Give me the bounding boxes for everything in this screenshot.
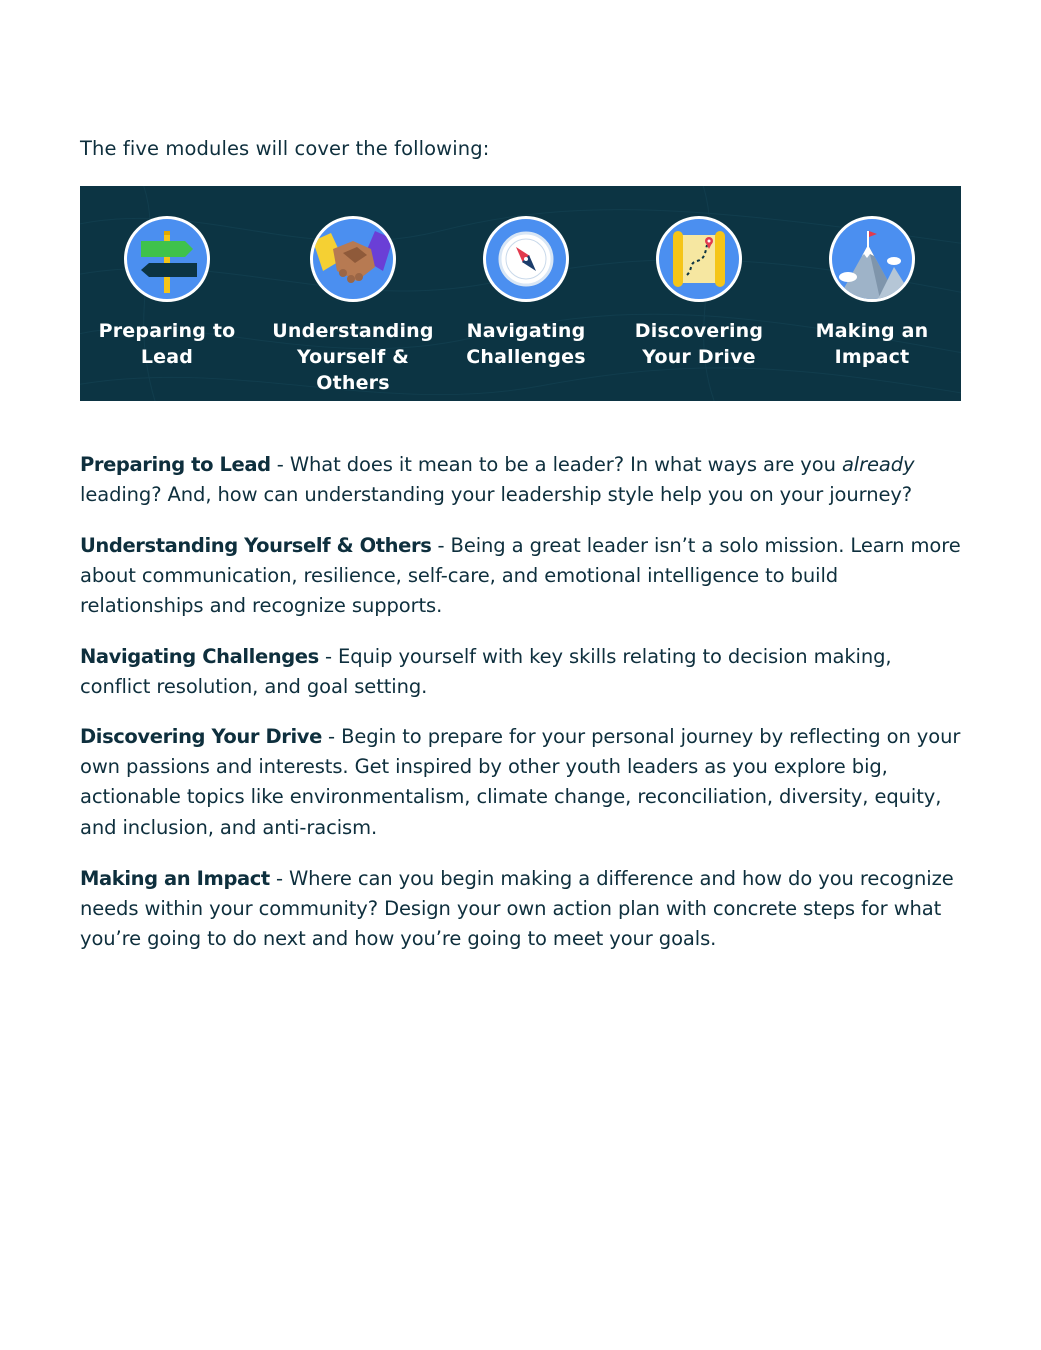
handshake-icon — [310, 216, 396, 302]
treasure-map-icon — [656, 216, 742, 302]
description-title: Preparing to Lead — [80, 453, 271, 476]
module-label: Preparing to Lead — [98, 320, 236, 368]
description-understanding-yourself-others — [80, 531, 965, 622]
module-label: Making an Impact — [815, 320, 929, 368]
module-navigating-challenges — [431, 216, 621, 370]
description-title: Understanding Yourself & Others — [80, 534, 432, 557]
description-text: Begin to prepare for your personal journey by reflecting on your own passions and interests. Get inspired by other youth leaders as you explore big, actionable topics like environmentalism, climate change, reconciliation, diversity, equity, and inclusion, and anti-racism. — [80, 725, 961, 839]
description-text: Equip yourself with key skills relating to decision making, conflict resolution, and goal setting. — [80, 645, 892, 699]
module-discovering-your-drive — [604, 216, 794, 370]
description-separator: - — [269, 867, 289, 890]
description-separator: - — [431, 534, 451, 557]
description-separator: - — [321, 725, 342, 748]
module-label: Navigating Challenges — [466, 320, 586, 368]
module-understanding-yourself-others — [258, 216, 448, 396]
description-discovering-your-drive — [80, 722, 965, 843]
description-separator: - — [270, 453, 290, 476]
description-title: Navigating Challenges — [80, 645, 319, 668]
description-text: leading? And, how can understanding your leadership style help you on your journey? — [80, 483, 913, 507]
compass-icon — [483, 216, 569, 302]
description-preparing-to-lead — [80, 450, 965, 510]
mountain-flag-icon — [829, 216, 915, 302]
module-making-an-impact — [777, 216, 961, 370]
description-making-an-impact — [80, 864, 965, 955]
description-text: Being a great leader isn’t a solo mission. Learn more about communication, resilience, self-care, and emotional intelligence to build relationships and recognize supports. — [80, 534, 961, 618]
description-separator: - — [318, 645, 338, 668]
intro-text: The five modules will cover the following: — [80, 137, 490, 160]
modules-banner — [80, 186, 961, 401]
description-emphasis: already — [841, 453, 915, 476]
module-label: Understanding Yourself & Others — [272, 320, 434, 394]
module-preparing-to-lead — [80, 216, 262, 370]
description-title: Making an Impact — [80, 867, 270, 890]
description-navigating-challenges — [80, 642, 965, 702]
signpost-icon — [124, 216, 210, 302]
description-text: Where can you begin making a difference and how do you recognize needs within your community? Design your own action plan with concrete steps for what you’re going to do next and how you’re going to meet your goals. — [80, 867, 954, 951]
description-title: Discovering Your Drive — [80, 725, 322, 748]
module-label: Discovering Your Drive — [634, 320, 764, 368]
description-text: What does it mean to be a leader? In what ways are you — [289, 453, 842, 476]
